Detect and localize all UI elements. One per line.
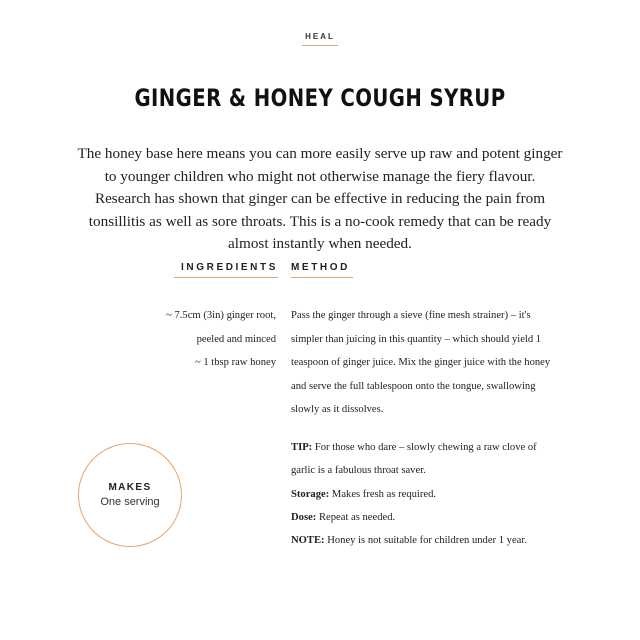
method-text: Pass the ginger through a sieve (fine mesh strainer) – it's simpler than juicing in this quantity – which should yield 1 teaspoon of ginger juice. Mix the ginger juice with the honey and serve the full tablespoon onto the tongue, swallowing slowly as it dissolves.	[291, 310, 551, 415]
ingredient-item: ~ 7.5cm (3in) ginger root, peeled and minced	[166, 310, 276, 345]
method-heading-underline	[291, 277, 353, 278]
makes-badge	[78, 443, 182, 547]
warning-note	[291, 529, 563, 552]
storage-text: Makes fresh as required.	[331, 488, 437, 500]
recipe-notes	[291, 436, 563, 552]
method-heading: METHOD	[291, 262, 350, 273]
dose-label: Dose:	[291, 511, 317, 523]
storage-note	[291, 483, 563, 506]
tip-text: For those who dare – slowly chewing a raw clove of garlic is a fabulous throat saver.	[291, 442, 537, 477]
makes-value: One serving	[100, 496, 160, 508]
tip-label: TIP:	[291, 442, 313, 453]
ingredients-heading: INGREDIENTS	[181, 262, 278, 273]
warning-text: Honey is not suitable for children under 1 year.	[327, 535, 527, 547]
dose-text: Repeat as needed.	[318, 511, 396, 523]
storage-label: Storage:	[291, 488, 330, 500]
recipe-title: GINGER & HONEY COUGH SYRUP	[134, 84, 506, 112]
ingredients-heading-underline	[174, 277, 278, 278]
makes-label: MAKES	[108, 482, 152, 493]
section-tag-underline	[302, 45, 338, 46]
section-tag: HEAL	[305, 32, 335, 41]
tip-note	[291, 436, 563, 483]
recipe-intro: The honey base here means you can more easily serve up raw and potent ginger to younger children who might not otherwise manage the fiery flavour. Research has shown that ginger can be effective in reducing the pain from tonsillitis as well as sore throats. This is a no-cook remedy that can be ready almost instantly when needed.	[77, 145, 563, 252]
ingredients-list	[76, 304, 276, 375]
ingredient-item: ~ 1 tbsp raw honey	[194, 357, 276, 368]
dose-note	[291, 506, 563, 529]
warning-label: NOTE:	[291, 535, 325, 547]
